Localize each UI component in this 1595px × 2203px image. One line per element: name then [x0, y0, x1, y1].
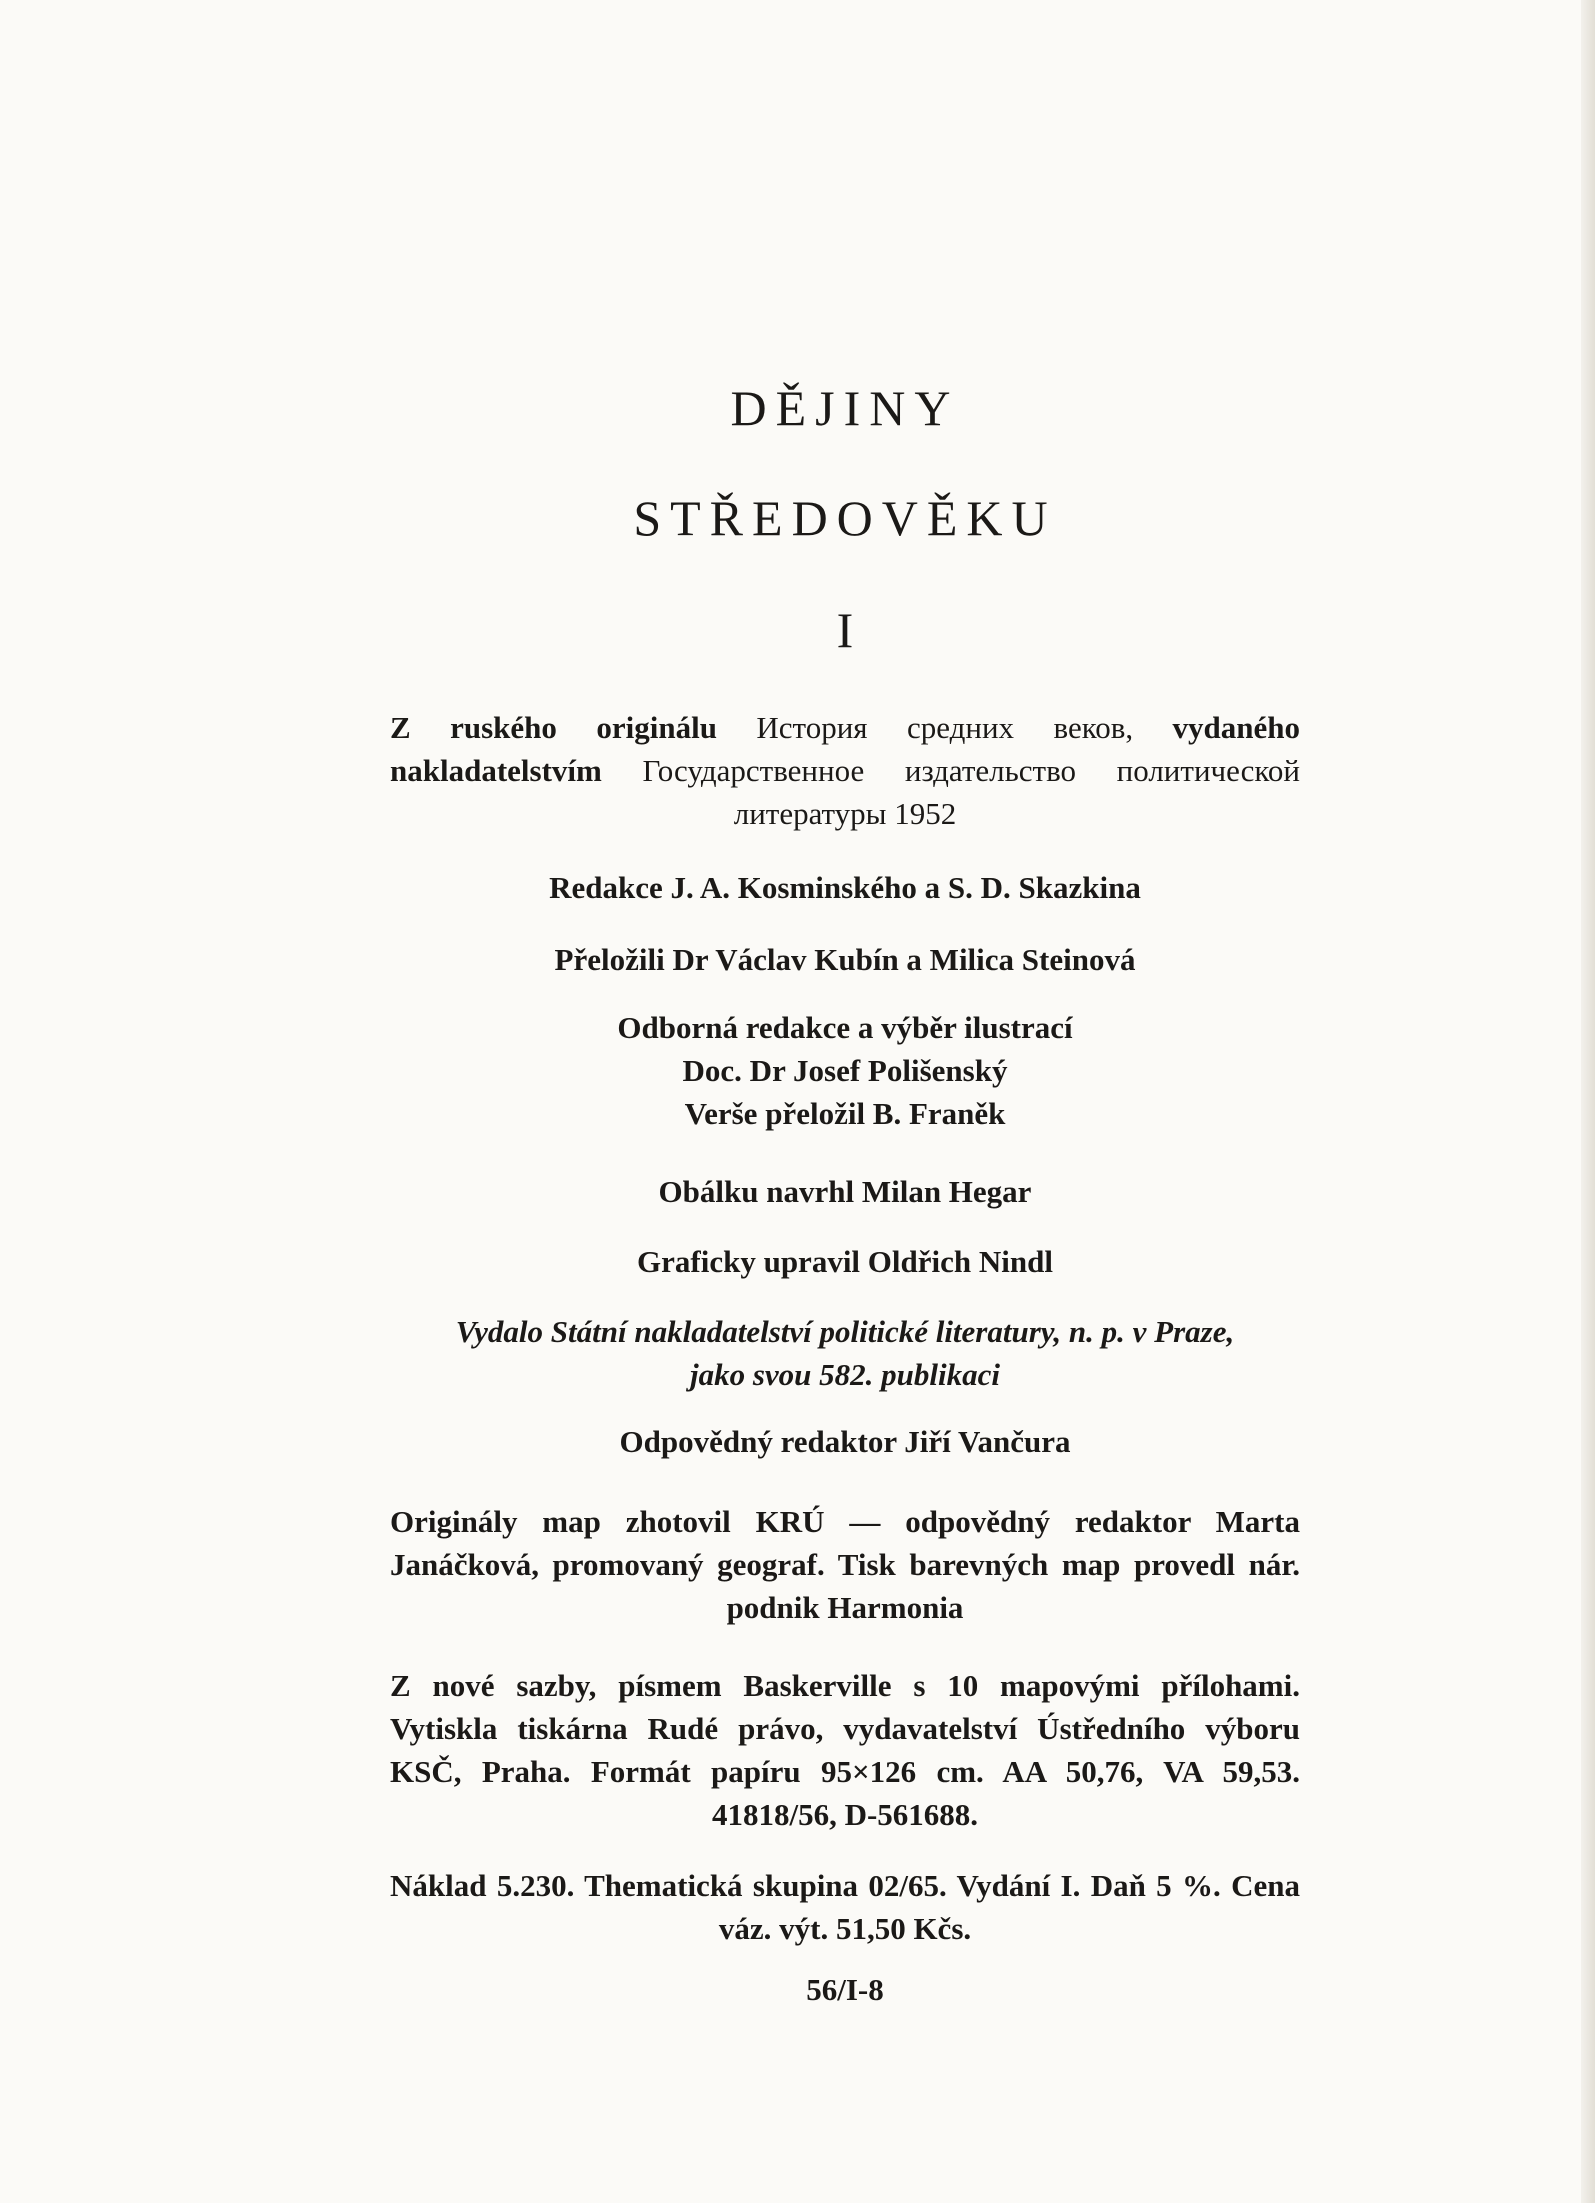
- cover-credit: Obálku navrhl Milan Hegar: [658, 1174, 1032, 1209]
- graphics-credit: Graficky upravil Oldřich Nindl: [637, 1244, 1053, 1279]
- original-prefix: Z ruského originálu: [390, 710, 717, 745]
- original-middle: vydaného nakladatelstvím: [390, 710, 1301, 788]
- book-title-line-2: STŘEDOVĚKU: [633, 490, 1057, 546]
- translators-credit: Přeložili Dr Václav Kubín a Milica Steinová: [554, 942, 1136, 977]
- original-year: 1952: [894, 796, 957, 831]
- publisher-line-1: Vydalo Státní nakladatelství politické literatury, n. p. v Praze,: [455, 1314, 1235, 1349]
- edition-note: Náklad 5.230. Thematická skupina 02/65. Vydání I. Daň 5 %. Cena váz. výt. 51,50 Kčs.: [390, 1868, 1300, 1946]
- responsible-editor: Odpovědný redaktor Jiří Vančura: [619, 1424, 1071, 1459]
- russian-title: История средних веков,: [756, 710, 1134, 745]
- original-source-note: [390, 706, 1300, 835]
- publication-code: 56/I-8: [806, 1972, 884, 2007]
- verse-translation-credit: Verše přeložil B. Franěk: [684, 1096, 1006, 1131]
- expert-editing-name: Doc. Dr Josef Polišenský: [682, 1053, 1008, 1088]
- publisher-line-2: jako svou 582. publikaci: [689, 1357, 1000, 1392]
- volume-number: I: [836, 602, 854, 658]
- expert-editing-label: Odborná redakce a výběr ilustrací: [617, 1010, 1073, 1045]
- publisher-note: [390, 1310, 1300, 1396]
- expert-editing-credit: [390, 1006, 1300, 1135]
- editors-credit: Redakce J. A. Kosminského a S. D. Skazkina: [549, 870, 1141, 905]
- russian-publisher: Государственное издательство политической литературы: [642, 753, 1300, 831]
- page-edge-shadow: [1581, 0, 1595, 2203]
- printing-note: Z nové sazby, písmem Baskerville s 10 mapovými přílohami. Vytiskla tiskárna Rudé právo, vydavatelství Ústředního výboru KSČ, Praha. Formát papíru 95×126 cm. AA 50,76, VA 59,53. 41818/56, D-561688.: [390, 1668, 1300, 1832]
- maps-note: Originály map zhotovil KRÚ — odpovědný redaktor Marta Janáčková, promovaný geograf. Tisk barevných map provedl nár. podnik Harmonia: [390, 1504, 1300, 1625]
- book-title-line-1: DĚJINY: [730, 380, 960, 436]
